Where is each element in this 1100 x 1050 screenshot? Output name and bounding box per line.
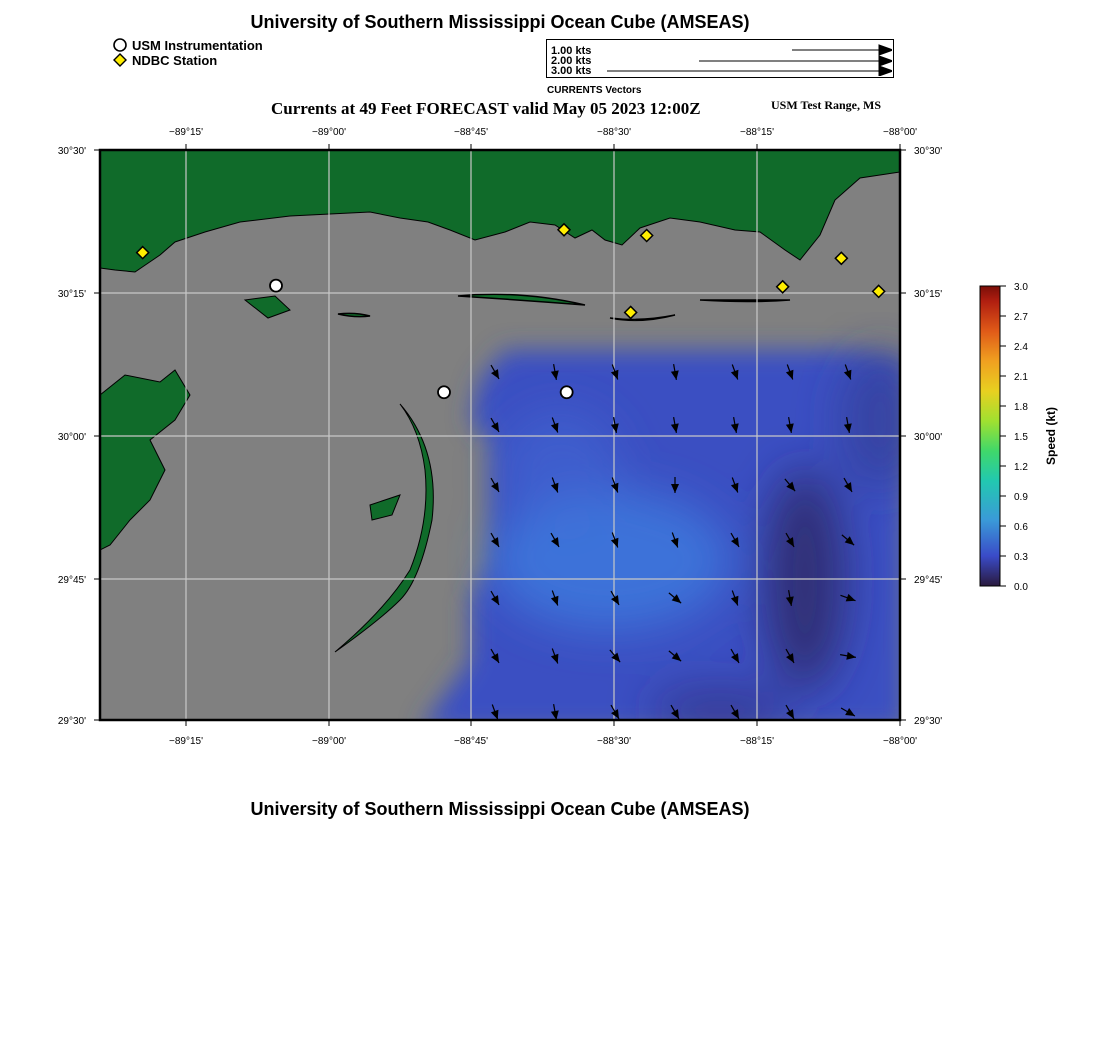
vector-scale-label-2: 2.00 kts bbox=[551, 55, 592, 67]
colorbar-tick-1: 3.0 bbox=[1014, 282, 1028, 293]
colorbar-label: Speed (kt) bbox=[1044, 406, 1058, 466]
legend-usm-label: USM Instrumentation bbox=[132, 37, 263, 53]
map-title: University of Southern Mississippi Ocean Cube (AMSEAS) bbox=[250, 12, 750, 32]
map-subtitle: Currents at 49 Feet FORECAST valid May 05 2023 12:00Z bbox=[271, 99, 701, 118]
lat-tick-left-1: 30°30' bbox=[57, 146, 86, 157]
lon-tick-bottom-3: −88°45' bbox=[454, 736, 488, 747]
footer-title: University of Southern Mississippi Ocean Cube (AMSEAS) bbox=[250, 799, 750, 819]
usm-station-3 bbox=[561, 386, 573, 398]
colorbar-tick-8: 0.9 bbox=[1014, 492, 1028, 503]
colorbar-tick-10: 0.3 bbox=[1014, 552, 1028, 563]
colorbar-tick-6: 1.5 bbox=[1014, 432, 1028, 443]
lon-tick-bottom-2: −89°00' bbox=[312, 736, 346, 747]
usm-station-1 bbox=[270, 280, 282, 292]
lon-tick-bottom-1: −89°15' bbox=[169, 736, 203, 747]
lon-tick-top-6: −88°00' bbox=[883, 127, 917, 138]
colorbar-tick-5: 1.8 bbox=[1014, 402, 1028, 413]
lat-tick-right-1: 30°30' bbox=[914, 146, 943, 157]
lat-tick-left-3: 30°00' bbox=[57, 432, 86, 443]
lon-tick-top-3: −88°45' bbox=[454, 127, 488, 138]
lon-tick-top-2: −89°00' bbox=[312, 127, 346, 138]
lat-tick-right-2: 30°15' bbox=[914, 289, 943, 300]
lat-tick-left-4: 29°45' bbox=[57, 575, 86, 586]
colorbar-tick-2: 2.7 bbox=[1014, 312, 1028, 323]
colorbar bbox=[980, 286, 1000, 586]
colorbar-tick-9: 0.6 bbox=[1014, 522, 1028, 533]
usm-station-2 bbox=[438, 386, 450, 398]
lat-tick-left-2: 30°15' bbox=[57, 289, 86, 300]
lon-tick-top-5: −88°15' bbox=[740, 127, 774, 138]
colorbar-tick-4: 2.1 bbox=[1014, 372, 1028, 383]
vector-scale-caption: CURRENTS Vectors bbox=[547, 85, 642, 96]
lon-tick-top-4: −88°30' bbox=[597, 127, 631, 138]
lat-tick-right-4: 29°45' bbox=[914, 575, 943, 586]
vector-scale-label-1: 1.00 kts bbox=[551, 45, 592, 57]
lat-tick-left-5: 29°30' bbox=[57, 716, 86, 727]
lat-tick-right-5: 29°30' bbox=[914, 716, 943, 727]
lon-tick-bottom-4: −88°30' bbox=[597, 736, 631, 747]
legend-ndbc-label: NDBC Station bbox=[132, 52, 218, 68]
lon-tick-bottom-5: −88°15' bbox=[740, 736, 774, 747]
lon-tick-bottom-6: −88°00' bbox=[883, 736, 917, 747]
lat-tick-right-3: 30°00' bbox=[914, 432, 943, 443]
vector-scale-label-3: 3.00 kts bbox=[551, 65, 592, 77]
region-label: USM Test Range, MS bbox=[771, 98, 882, 112]
colorbar-tick-3: 2.4 bbox=[1014, 342, 1028, 353]
colorbar-tick-7: 1.2 bbox=[1014, 462, 1028, 473]
colorbar-tick-11: 0.0 bbox=[1014, 582, 1028, 593]
lon-tick-top-1: −89°15' bbox=[169, 127, 203, 138]
